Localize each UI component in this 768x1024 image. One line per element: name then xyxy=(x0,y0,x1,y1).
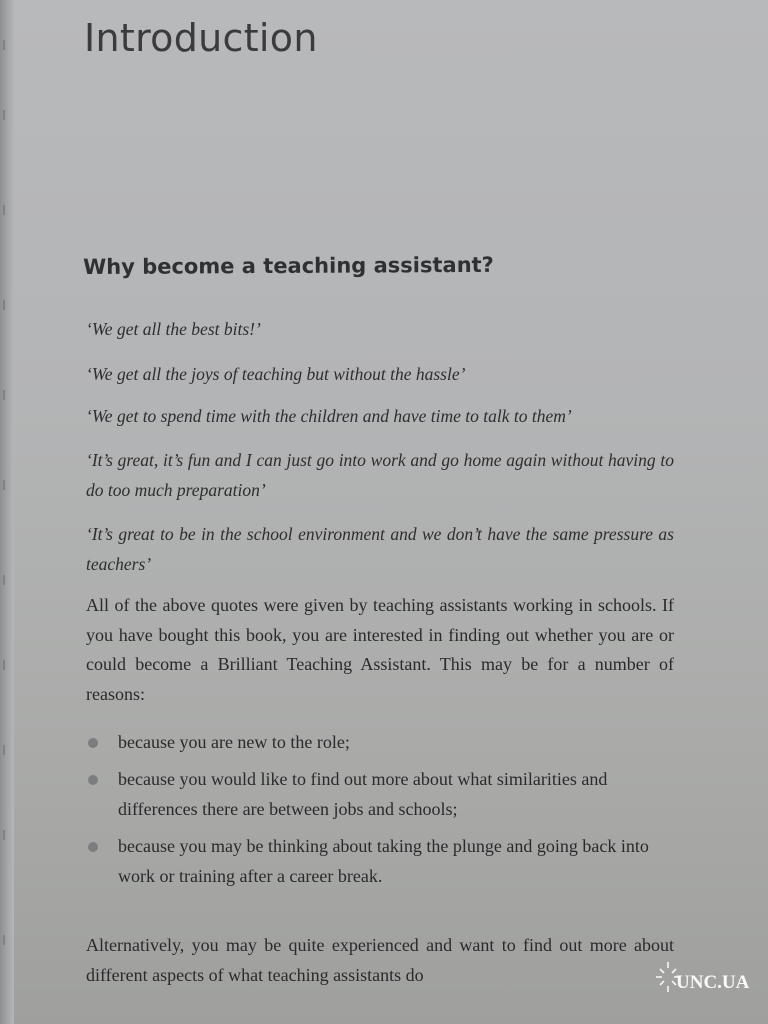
show-through-mark xyxy=(3,830,11,840)
show-through-mark xyxy=(3,390,11,400)
page-edge xyxy=(0,0,14,1024)
quote-5: ‘It’s great to be in the school environment and we don’t have the same pressure as teachers’ xyxy=(86,524,674,574)
bullet-icon xyxy=(88,775,98,785)
list-item-text: because you are new to the role; xyxy=(118,732,350,752)
list-item-text: because you would like to find out more about what similarities and differences there are between jobs and schools; xyxy=(118,769,608,819)
list-item xyxy=(86,727,676,757)
list-item xyxy=(86,831,676,891)
watermark-logo xyxy=(654,956,762,1006)
bullet-icon xyxy=(88,842,98,852)
show-through-mark xyxy=(3,205,11,215)
quote-4: ‘It’s great, it’s fun and I can just go into work and go home again without having to do too much preparation’ xyxy=(86,450,674,500)
intro-paragraph: All of the above quotes were given by teaching assistants working in schools. If you have bought this book, you are interested in finding out whether you are or could become a Brilliant Teaching Assistant. This may be for a number of reasons: xyxy=(86,595,674,704)
quote-1: ‘We get all the best bits!’ xyxy=(86,319,261,339)
show-through-mark xyxy=(3,575,11,585)
svg-text:UNC.UA: UNC.UA xyxy=(676,972,750,993)
quote-2: ‘We get all the joys of teaching but without the hassle’ xyxy=(86,364,466,384)
show-through-mark xyxy=(3,300,11,310)
show-through-mark xyxy=(3,40,11,50)
list-item-text: because you may be thinking about taking the plunge and going back into work or training after a career break. xyxy=(118,836,649,886)
page-title: Introduction xyxy=(84,16,318,60)
show-through-mark xyxy=(3,660,11,670)
section-heading: Why become a teaching assistant? xyxy=(83,252,494,279)
bullet-icon xyxy=(88,738,98,748)
show-through-mark xyxy=(3,745,11,755)
reasons-list xyxy=(86,727,676,898)
show-through-mark xyxy=(3,110,11,120)
list-item xyxy=(86,764,676,824)
quote-3: ‘We get to spend time with the children and have time to talk to them’ xyxy=(86,406,572,426)
show-through-mark xyxy=(3,480,11,490)
closing-paragraph: Alternatively, you may be quite experienced and want to find out more about different aspects of what teaching assistants do xyxy=(86,935,674,985)
show-through-mark xyxy=(3,935,11,945)
